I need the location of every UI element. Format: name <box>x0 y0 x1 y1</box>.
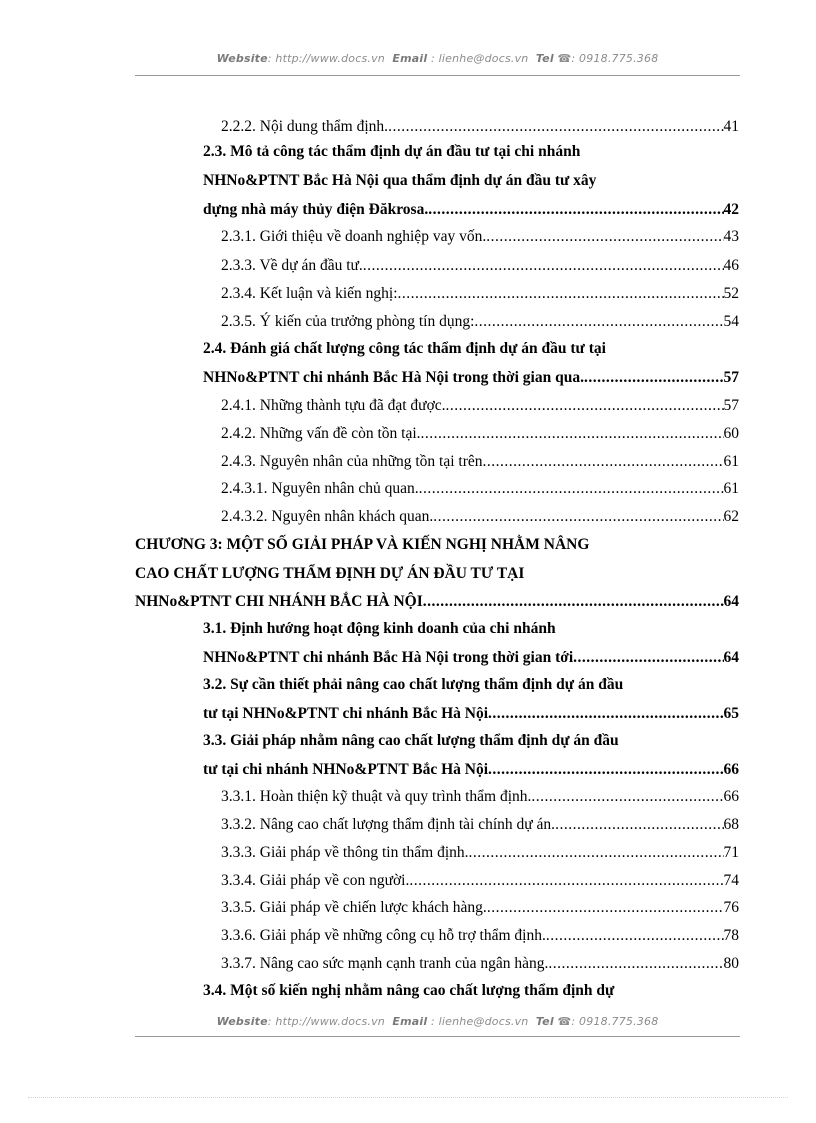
toc-entry <box>135 587 739 616</box>
toc-leader <box>433 502 723 531</box>
toc-leader <box>409 866 723 895</box>
toc-heading-line: CHƯƠNG 3: MỘT SỐ GIẢI PHÁP VÀ KIẾN NGHỊ NHẰM NÂNG <box>135 536 590 553</box>
footer-website-label: Website <box>216 1015 268 1028</box>
toc-entry-text: tư tại NHNo&PTNT chi nhánh Bắc Hà Nội <box>203 705 489 722</box>
toc-entry <box>203 755 739 784</box>
page-header <box>135 52 740 65</box>
toc-page-number: 57 <box>723 369 739 386</box>
toc-page-number: 68 <box>723 816 739 833</box>
toc-entry-text: NHNo&PTNT chi nhánh Bắc Hà Nội trong thời gian tới <box>203 649 574 666</box>
toc-heading-line: 3.4. Một số kiến nghị nhằm nâng cao chất lượng thẩm định dự <box>203 982 615 999</box>
toc-entry-text: 2.3.5. Ý kiến của trưởng phòng tín dụng: <box>221 313 475 330</box>
toc-entry-text: 2.3.3. Về dự án đầu tư. <box>221 257 363 274</box>
header-website-label: Website <box>216 52 268 65</box>
toc-page-number: 64 <box>723 649 739 666</box>
toc-leader <box>573 643 723 672</box>
toc-page-number: 54 <box>723 313 739 330</box>
toc-entry-text: 2.4.3.1. Nguyên nhân chủ quan. <box>221 480 419 497</box>
header-rule <box>135 75 740 76</box>
phone-icon: ☎ <box>557 52 572 65</box>
toc-page-number: 61 <box>723 453 739 470</box>
toc-heading-line: 2.3. Mô tả công tác thẩm định dự án đầu tư tại chi nhánh <box>203 143 581 160</box>
toc-leader <box>428 195 723 224</box>
toc-page-number: 61 <box>723 480 739 497</box>
toc-entry <box>221 810 739 839</box>
toc-leader <box>546 921 724 950</box>
toc-entry-text: 2.4.3.2. Nguyên nhân khách quan. <box>221 508 434 525</box>
toc-entry <box>221 838 739 867</box>
toc-leader <box>419 474 724 503</box>
toc-entry-text: 2.4.1. Những thành tựu đã đạt được. <box>221 397 446 414</box>
toc-leader <box>487 893 724 922</box>
toc-heading-line: CAO CHẤT LƯỢNG THẨM ĐỊNH DỰ ÁN ĐẦU TƯ TẠI <box>135 565 525 582</box>
toc-leader <box>488 699 723 728</box>
toc-entry-text: 3.3.7. Nâng cao sức mạnh cạnh tranh của ngân hàng. <box>221 955 549 972</box>
toc-leader <box>584 363 724 392</box>
footer-website-value: : http://www.docs.vn <box>267 1015 385 1028</box>
toc-entry <box>221 921 739 950</box>
toc-page-number: 74 <box>723 872 739 889</box>
toc-page-number: 43 <box>723 228 739 245</box>
toc-leader <box>555 810 723 839</box>
toc-leader <box>488 755 723 784</box>
footer-tel-label: Tel <box>535 1015 554 1028</box>
toc-leader <box>469 838 724 867</box>
toc-page-number: 46 <box>723 257 739 274</box>
toc-entry <box>203 699 739 728</box>
toc-entry-text: 2.4.2. Những vấn đề còn tồn tại. <box>221 425 421 442</box>
toc-page-number: 57 <box>723 397 739 414</box>
toc-entry <box>221 447 739 476</box>
toc-entry <box>221 782 739 811</box>
toc-leader <box>421 419 724 448</box>
toc-entry <box>203 195 739 224</box>
toc-entry <box>221 893 739 922</box>
toc-entry <box>221 866 739 895</box>
toc-entry-text: 3.3.2. Nâng cao chất lượng thẩm định tài chính dự án. <box>221 816 556 833</box>
header-tel-value: : 0918.775.368 <box>571 52 659 65</box>
toc-entry <box>203 643 739 672</box>
page-footer <box>135 1015 740 1028</box>
toc-entry-text: 3.3.6. Giải pháp về những công cụ hỗ trợ thẩm định. <box>221 927 546 944</box>
toc-entry-text: 2.3.4. Kết luận và kiến nghị: <box>221 285 398 302</box>
header-email-label: Email <box>392 52 428 65</box>
toc-leader <box>474 307 723 336</box>
toc-page-number: 62 <box>723 508 739 525</box>
toc-heading-line: NHNo&PTNT Bắc Hà Nội qua thẩm định dự án đầu tư xây <box>203 172 597 189</box>
toc-page-number: 60 <box>723 425 739 442</box>
toc-page-number: 80 <box>723 955 739 972</box>
toc-entry <box>221 502 739 531</box>
header-website-value: : http://www.docs.vn <box>267 52 385 65</box>
toc-page-number: 42 <box>723 201 739 218</box>
toc-entry <box>203 363 739 392</box>
toc-entry <box>221 949 739 978</box>
footer-email-label: Email <box>392 1015 428 1028</box>
toc-page-number: 41 <box>723 118 739 135</box>
toc-entry <box>221 279 739 308</box>
footer-email-value: : lienhe@docs.vn <box>431 1015 529 1028</box>
toc-heading-line: 2.4. Đánh giá chất lượng công tác thẩm định dự án đầu tư tại <box>203 340 606 357</box>
toc-entry-text: 2.2.2. Nội dung thẩm định. <box>221 118 389 135</box>
toc-page-number: 66 <box>723 788 739 805</box>
toc-entry-text: 2.4.3. Nguyên nhân của những tồn tại trên <box>221 453 483 470</box>
page-edge-divider <box>28 1097 788 1098</box>
toc-entry <box>221 251 739 280</box>
toc-leader <box>423 587 724 616</box>
phone-icon: ☎ <box>557 1015 572 1028</box>
toc-entry-text: tư tại chi nhánh NHNo&PTNT Bắc Hà Nội <box>203 761 489 778</box>
toc-heading-line: 3.2. Sự cần thiết phải nâng cao chất lượng thẩm định dự án đầu <box>203 676 624 693</box>
toc-page-number: 65 <box>723 705 739 722</box>
toc-leader <box>363 251 724 280</box>
toc-entry-text: NHNo&PTNT CHI NHÁNH BẮC HÀ NỘI <box>135 593 423 610</box>
toc-entry-text: NHNo&PTNT chi nhánh Bắc Hà Nội trong thời gian qua. <box>203 369 584 386</box>
toc-entry <box>221 474 739 503</box>
toc-entry <box>221 307 739 336</box>
header-email-value: : lienhe@docs.vn <box>431 52 529 65</box>
toc-page-number: 76 <box>723 899 739 916</box>
toc-entry-text: 2.3.1. Giới thiệu về doanh nghiệp vay vốn. <box>221 228 487 245</box>
toc-page-number: 66 <box>723 761 739 778</box>
footer-tel-value: : 0918.775.368 <box>571 1015 659 1028</box>
toc-leader <box>531 782 723 811</box>
toc-leader <box>398 279 724 308</box>
toc-leader <box>446 391 724 420</box>
toc-entry-text: 3.3.1. Hoàn thiện kỹ thuật và quy trình thẩm định. <box>221 788 532 805</box>
toc-leader <box>486 222 723 251</box>
toc-leader <box>548 949 723 978</box>
toc-page-number: 52 <box>723 285 739 302</box>
toc-heading-line: 3.1. Định hướng hoạt động kinh doanh của chi nhánh <box>203 620 556 637</box>
toc-entry-text: 3.3.4. Giải pháp về con người. <box>221 872 410 889</box>
footer-rule <box>135 1036 740 1037</box>
toc-entry <box>221 222 739 251</box>
toc-entry-text: 3.3.3. Giải pháp về thông tin thẩm định. <box>221 844 469 861</box>
toc-heading-line: 3.3. Giải pháp nhằm nâng cao chất lượng thẩm định dự án đầu <box>203 732 619 749</box>
toc-entry-text: dựng nhà máy thủy điện Đăkrosa. <box>203 201 429 218</box>
toc-entry <box>221 391 739 420</box>
toc-entry-text: 3.3.5. Giải pháp về chiến lược khách hàng. <box>221 899 487 916</box>
toc-page-number: 64 <box>723 593 739 610</box>
header-tel-label: Tel <box>535 52 554 65</box>
toc-leader <box>483 447 724 476</box>
toc-page-number: 78 <box>723 927 739 944</box>
toc-page-number: 71 <box>723 844 739 861</box>
toc-entry <box>221 419 739 448</box>
